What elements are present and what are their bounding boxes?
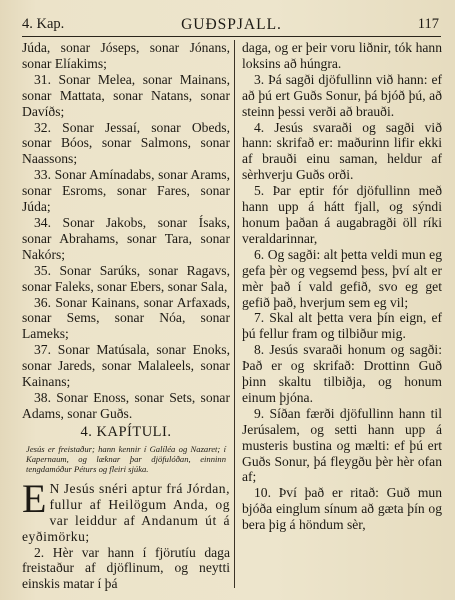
- opening-text: N Jesús snéri aptur frá Jórdan, fullur af Heilögum Anda, og var leiddur af Andanum út á eyðimörku;: [22, 480, 230, 544]
- verse-paragraph: Júda, sonar Jóseps, sonar Jónans, sonar Elíakims;: [22, 40, 230, 71]
- column-divider: [234, 40, 235, 588]
- verse-paragraph: 6. Og sagði: alt þetta veldi mun eg gefa þèr og vegsemd þess, því alt er mèr það í vald gefið, svo eg get gefið það, hverjum sem eg vil;: [242, 246, 442, 310]
- verse-paragraph: 5. Þar eptir fór djöfullinn með hann upp á hátt fjall, og sýndi honum þaðan á augabragði öll ríki veraldarinnar,: [242, 183, 442, 246]
- verse-paragraph: 3. Þá sagði djöfullinn við hann: ef að þú ert Guðs Sonur, þá bjóð þú, að steinn þessi verði að brauði.: [242, 71, 442, 119]
- right-column: [242, 40, 442, 533]
- verse-paragraph: 36. Sonar Kainans, sonar Arfaxads, sonar Sems, sonar Nóa, sonar Lameks;: [22, 294, 230, 342]
- verse-paragraph: 7. Skal alt þetta vera þín eign, ef þú fellur fram og tilbiður mig.: [242, 310, 442, 342]
- page-title: GUÐSPJALL.: [181, 16, 282, 33]
- verse-paragraph: 8. Jesús svaraði honum og sagði: Það er og skrifað: Drottinn Guð þinn skaltu tilbiðja, og honum einum þjóna.: [242, 342, 442, 405]
- verse-paragraph: 9. Síðan færði djöfullinn hann til Jerúsalem, og setti hann upp á musteris bustina og mælti: ef þú ert Guðs Sonur, þá fleygðu þèr hèr ofan af;: [242, 405, 442, 485]
- chapter-summary: Jesús er freistaður; hann kennir í Galíléa og Nazaret; í Kapernaum, og læknar þar djöfulóðan, einninn tengdamóður Péturs og fleiri sjúka.: [26, 443, 226, 475]
- verse-paragraph: 4. Jesús svaraði og sagði við hann: skrifað er: maðurinn lifir ekki af brauði einu saman, heldur af sèrhverju Guðs orði.: [242, 119, 442, 183]
- verse-paragraph: 38. Sonar Enoss, sonar Sets, sonar Adams, sonar Guðs.: [22, 389, 230, 421]
- verse-paragraph: 33. Sonar Amínadabs, sonar Arams, sonar Esroms, sonar Fares, sonar Júda;: [22, 167, 230, 215]
- verse-paragraph: 31. Sonar Melea, sonar Mainans, sonar Mattata, sonar Natans, sonar Davíðs;: [22, 71, 230, 119]
- left-column: [22, 40, 230, 592]
- verse-paragraph: 10. Því það er ritað: Guð mun bjóða einglum sínum að gæta þín og bera þig á höndum sèr,: [242, 485, 442, 533]
- page-number: 117: [417, 16, 439, 32]
- verse-paragraph: daga, og er þeir voru liðnir, tók hann loksins að húngra.: [242, 40, 442, 71]
- verse-paragraph: 32. Sonar Jessaí, sonar Obeds, sonar Bóos, sonar Salmons, sonar Naassons;: [22, 119, 230, 167]
- verse-paragraph: 2. Hèr var hann í fjörutíu daga freistaður af djöflinum, og neytti einskis matar í þá: [22, 544, 230, 592]
- verse-paragraph: 34. Sonar Jakobs, sonar Ísaks, sonar Abrahams, sonar Tara, sonar Nakórs;: [22, 214, 230, 262]
- opening-paragraph: [22, 475, 230, 545]
- chapter-heading: 4. KAPÍTULI.: [80, 423, 172, 440]
- running-header: [22, 16, 441, 37]
- chapter-label: 4. Kap.: [22, 16, 65, 32]
- verse-paragraph: 37. Sonar Matúsala, sonar Enoks, sonar Jareds, sonar Malaleels, sonar Kainans;: [22, 342, 230, 390]
- drop-cap: E: [22, 475, 47, 521]
- verse-paragraph: 35. Sonar Sarúks, sonar Ragavs, sonar Faleks, sonar Ebers, sonar Sala,: [22, 262, 230, 294]
